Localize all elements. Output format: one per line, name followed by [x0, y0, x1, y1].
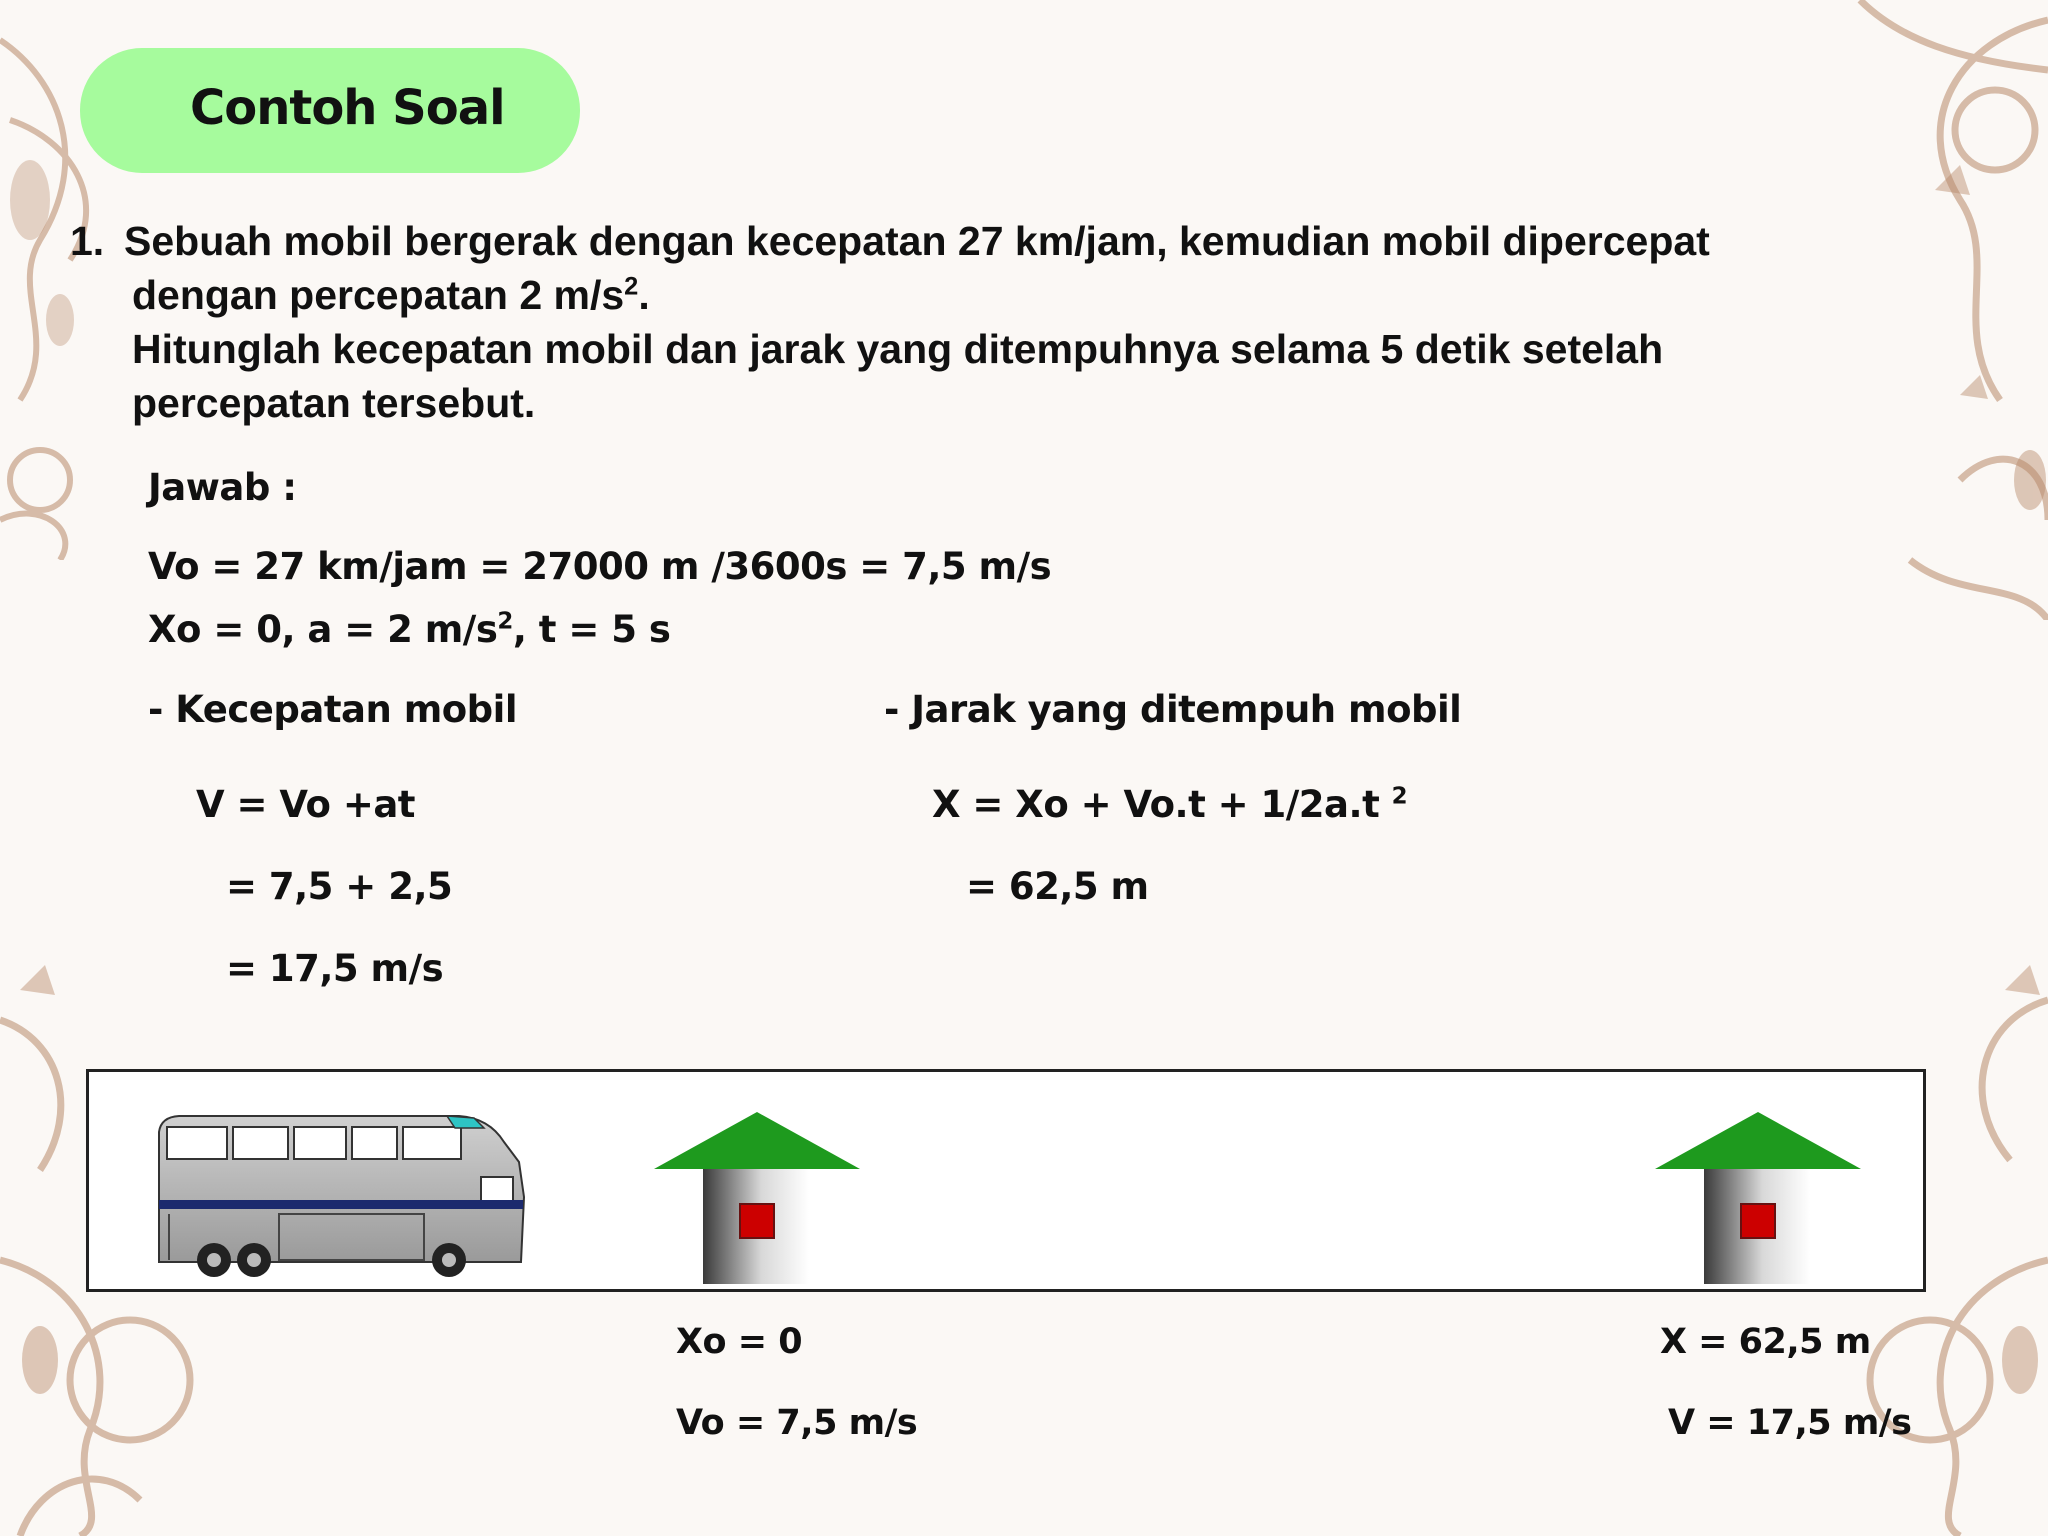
velocity-equation-3: = 17,5 m/s [226, 947, 444, 990]
question-line-1: Sebuah mobil bergerak dengan kecepatan 27 km/jam, kemudian mobil dipercepat [124, 218, 1710, 264]
velocity-heading: - Kecepatan mobil [148, 688, 518, 731]
answer-given-line: Xo = 0, a = 2 $m/s^2$, t = 5 s [148, 608, 671, 651]
bus-icon [159, 1116, 524, 1277]
slide-title: Contoh Soal [190, 80, 505, 136]
corner-ornament-top-right [1760, 0, 2048, 620]
answer-vo-line: Vo = 27 km/jam = 27000 m /3600s = 7,5 m/s [148, 545, 1052, 588]
house-end-icon [1655, 1112, 1861, 1284]
house-start-icon [654, 1112, 860, 1284]
distance-heading: - Jarak yang ditempuh mobil [884, 688, 1462, 731]
start-position-label: Xo = 0 [676, 1322, 803, 1362]
question-line-2: dengan percepatan 2 $m/s^2$. [132, 272, 650, 318]
answer-heading: Jawab : [148, 466, 297, 509]
velocity-equation-1: V = Vo +at [196, 783, 415, 826]
question-line-3: Hitunglah kecepatan mobil dan jarak yang ditempuhnya selama 5 detik setelah [132, 326, 1664, 372]
start-velocity-label: Vo = 7,5 m/s [676, 1403, 918, 1443]
velocity-equation-2: = 7,5 + 2,5 [226, 865, 453, 908]
question-number: 1. [70, 218, 105, 264]
end-position-label: X = 62,5 m [1660, 1322, 1871, 1362]
distance-equation-1: X = Xo + Vo.t + 1/2a.t $^2$ [932, 783, 1408, 826]
motion-scene [86, 1069, 1926, 1292]
question-line-4: percepatan tersebut. [132, 380, 536, 426]
end-velocity-label: V = 17,5 m/s [1668, 1403, 1912, 1443]
scene-illustration [89, 1072, 1923, 1289]
distance-equation-2: = 62,5 m [966, 865, 1149, 908]
